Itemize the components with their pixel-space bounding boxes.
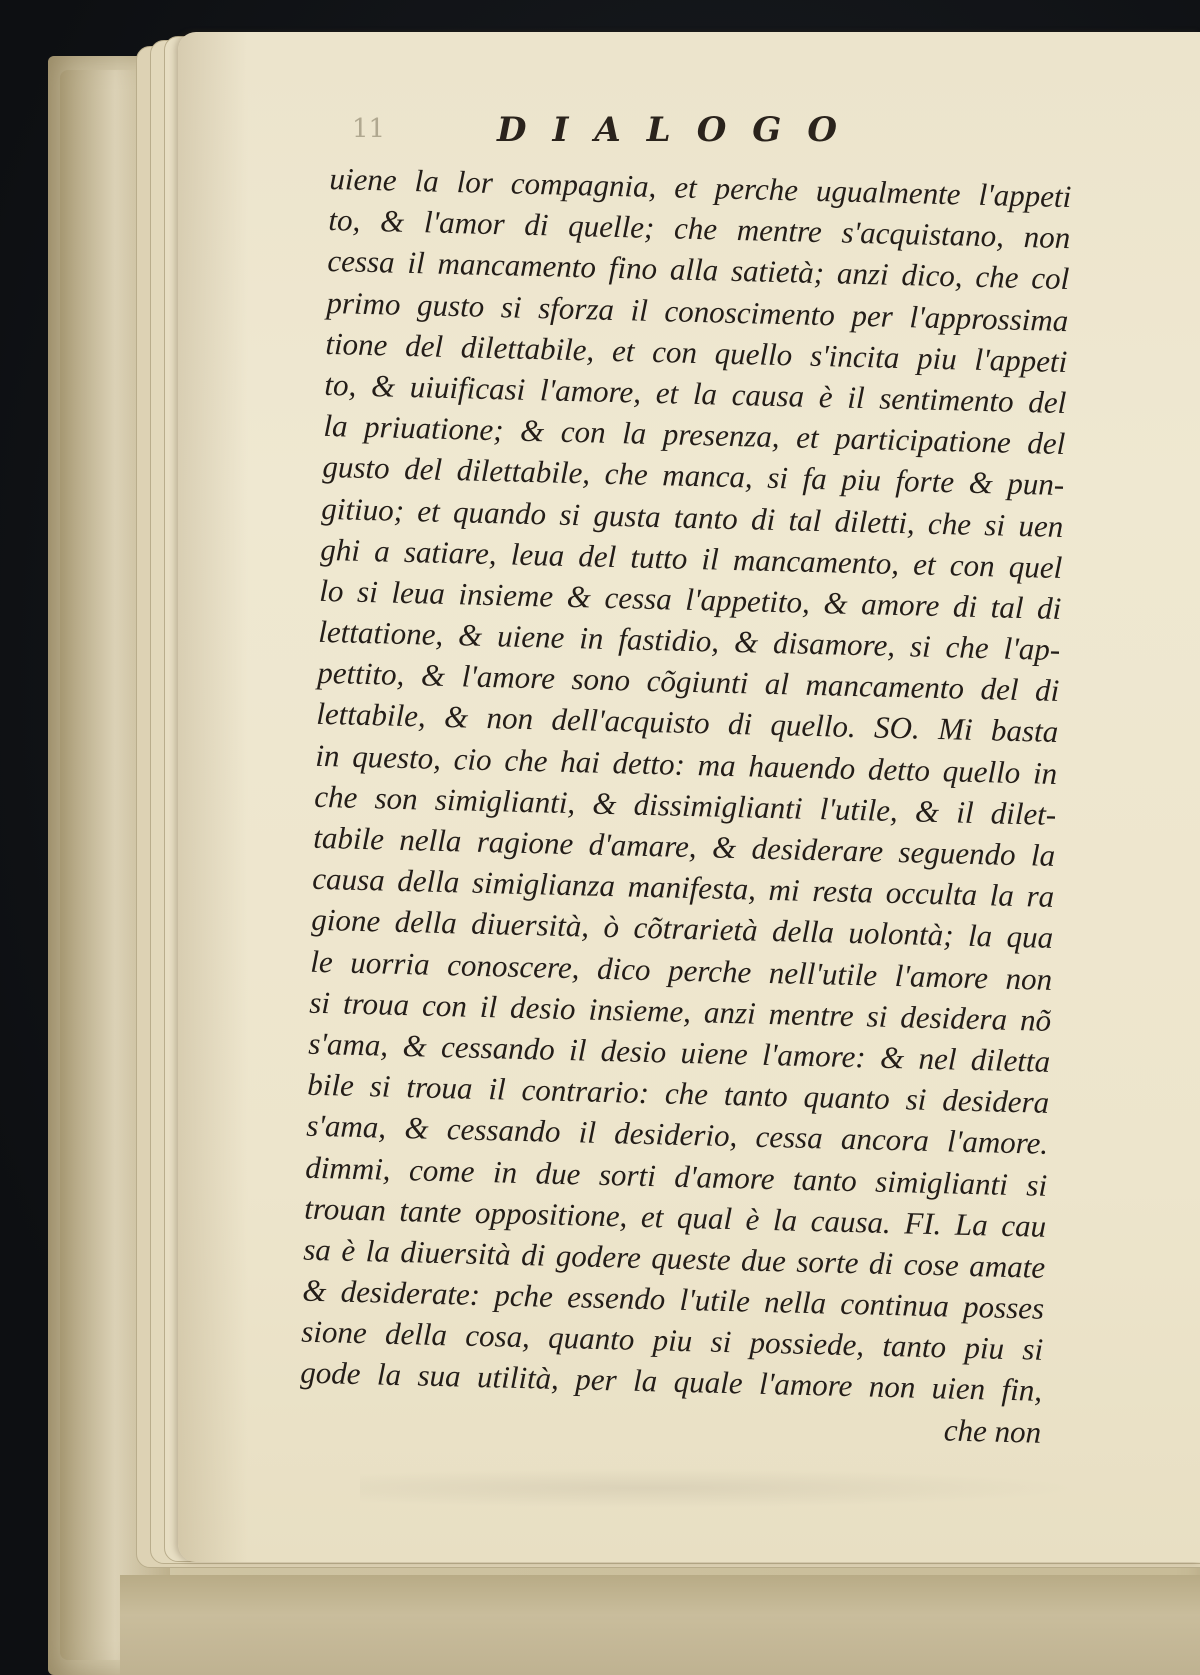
- text-line: primo gusto si sforza il conoscimento per l'approssima: [326, 284, 1069, 338]
- text-line: dimmi, come in due sorti d'amore tanto simiglianti si: [304, 1149, 1048, 1203]
- text-line: s'ama, & cessando il desio uiene l'amore: & nel diletta: [307, 1025, 1051, 1079]
- text-line: in questo, cio che hai detto: ma hauendo detto quello in: [314, 737, 1058, 791]
- catchword: che non: [943, 1412, 1042, 1450]
- text-line: bile si troua il contrario: che tanto quanto si desidera: [306, 1066, 1050, 1120]
- text-line: la priuatione; & con la presenza, et participatione del: [323, 408, 1066, 462]
- text-line: s'ama, & cessando il desiderio, cessa ancora l'amore.: [305, 1108, 1049, 1162]
- text-line: uiene la lor compagnia, et perche ugualmente l'appeti: [329, 160, 1072, 215]
- text-line: tabile nella ragione d'amare, & desiderare seguendo la: [312, 819, 1056, 873]
- text-line: lettatione, & uiene in fastidio, & disamore, si che l'ap-: [318, 613, 1061, 668]
- text-line: to, & l'amor di quelle; che mentre s'acquistano, non: [328, 202, 1071, 256]
- page-gutter-shadow: [178, 32, 248, 1562]
- text-line: & desiderate: pche essendo l'utile nella continua posses: [301, 1272, 1045, 1326]
- page-number: 11: [352, 114, 386, 144]
- text-line: gode la sua utilità, per la quale l'amore non uien fin,: [299, 1355, 1043, 1409]
- text-line: lettabile, & non dell'acquisto di quello. SO. Mi basta: [315, 696, 1059, 750]
- running-head: DIALOGO: [497, 110, 863, 150]
- text-line: ghi a satiare, leua del tutto il mancamento, et con quel: [320, 531, 1063, 585]
- show-through-ink: [360, 1468, 1080, 1508]
- text-line: gione della diuersità, ò cõtrarietà della uolontà; la qua: [310, 902, 1054, 956]
- text-line: le uorria conoscere, dico perche nell'utile l'amore non: [309, 943, 1053, 997]
- body-text: [299, 158, 1072, 1453]
- text-line: causa della simiglianza manifesta, mi resta occulta la ra: [311, 860, 1055, 915]
- text-line: che son simiglianti, & dissimiglianti l'utile, & il dilet-: [313, 778, 1057, 832]
- text-line: trouan tante oppositione, et qual è la causa. FI. La cau: [303, 1190, 1047, 1244]
- text-line: tione del dilettabile, et con quello s'incita piu l'appeti: [325, 325, 1068, 379]
- cover-bottom-edge: [120, 1575, 1200, 1675]
- text-line: sa è la diuersità di godere queste due sorte di cose amate: [302, 1231, 1046, 1285]
- text-line: to, & uiuificasi l'amore, et la causa è il sentimento del: [324, 366, 1067, 420]
- text-line: gusto del dilettabile, che manca, si fa piu forte & pun-: [322, 449, 1065, 503]
- text-line: cessa il mancamento fino alla satietà; anzi dico, che col: [327, 243, 1070, 297]
- text-line: sione della cosa, quanto piu si possiede, tanto piu si: [300, 1313, 1044, 1368]
- text-line: gitiuo; et quando si gusta tanto di tal diletti, che si uen: [321, 490, 1064, 544]
- text-line: si troua con il desio insieme, anzi mentre si desidera nõ: [308, 984, 1052, 1038]
- text-line: lo si leua insieme & cessa l'appetito, & amore di tal di: [319, 572, 1062, 626]
- text-line: pettito, & l'amore sono cõgiunti al mancamento del di: [316, 655, 1060, 709]
